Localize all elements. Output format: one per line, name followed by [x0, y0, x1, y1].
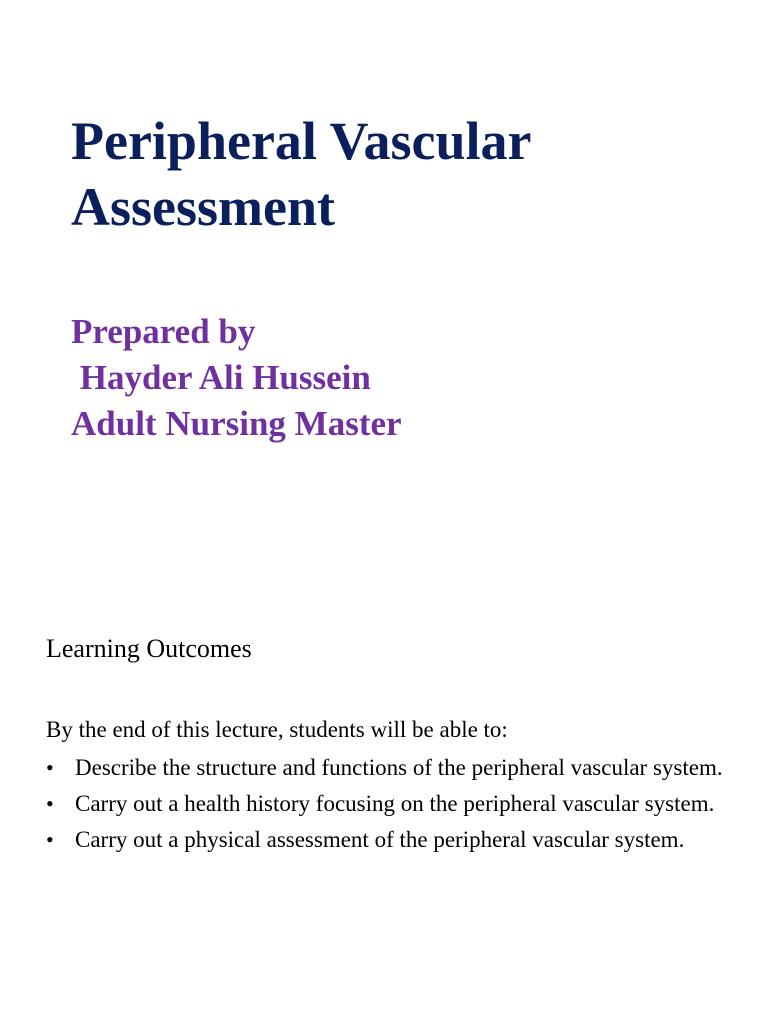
list-item-text: Describe the structure and functions of the peripheral vascular system. — [75, 755, 723, 780]
author-byline — [71, 309, 402, 447]
byline-author-name: Hayder Ali Hussein — [71, 358, 371, 397]
bullet-icon: • — [46, 827, 54, 852]
list-item-text: Carry out a physical assessment of the peripheral vascular system. — [75, 827, 685, 852]
slide-title-line: Peripheral Vascular — [71, 111, 532, 171]
slide-title-line: Assessment — [71, 177, 335, 237]
bullet-icon: • — [46, 791, 54, 816]
list-item — [46, 752, 736, 783]
outcomes-heading: Learning Outcomes — [46, 634, 252, 663]
slide-title — [71, 108, 531, 240]
list-item — [46, 788, 736, 819]
list-item-text: Carry out a health history focusing on the peripheral vascular system. — [75, 791, 715, 816]
outcomes-intro: By the end of this lecture, students will be able to: — [46, 717, 508, 742]
list-item — [46, 824, 736, 855]
bullet-icon: • — [46, 755, 54, 780]
byline-prepared-by: Prepared by — [71, 312, 256, 351]
outcomes-list — [46, 752, 736, 860]
learning-outcomes-slide — [0, 600, 768, 1024]
byline-author-degree: Adult Nursing Master — [71, 404, 402, 443]
